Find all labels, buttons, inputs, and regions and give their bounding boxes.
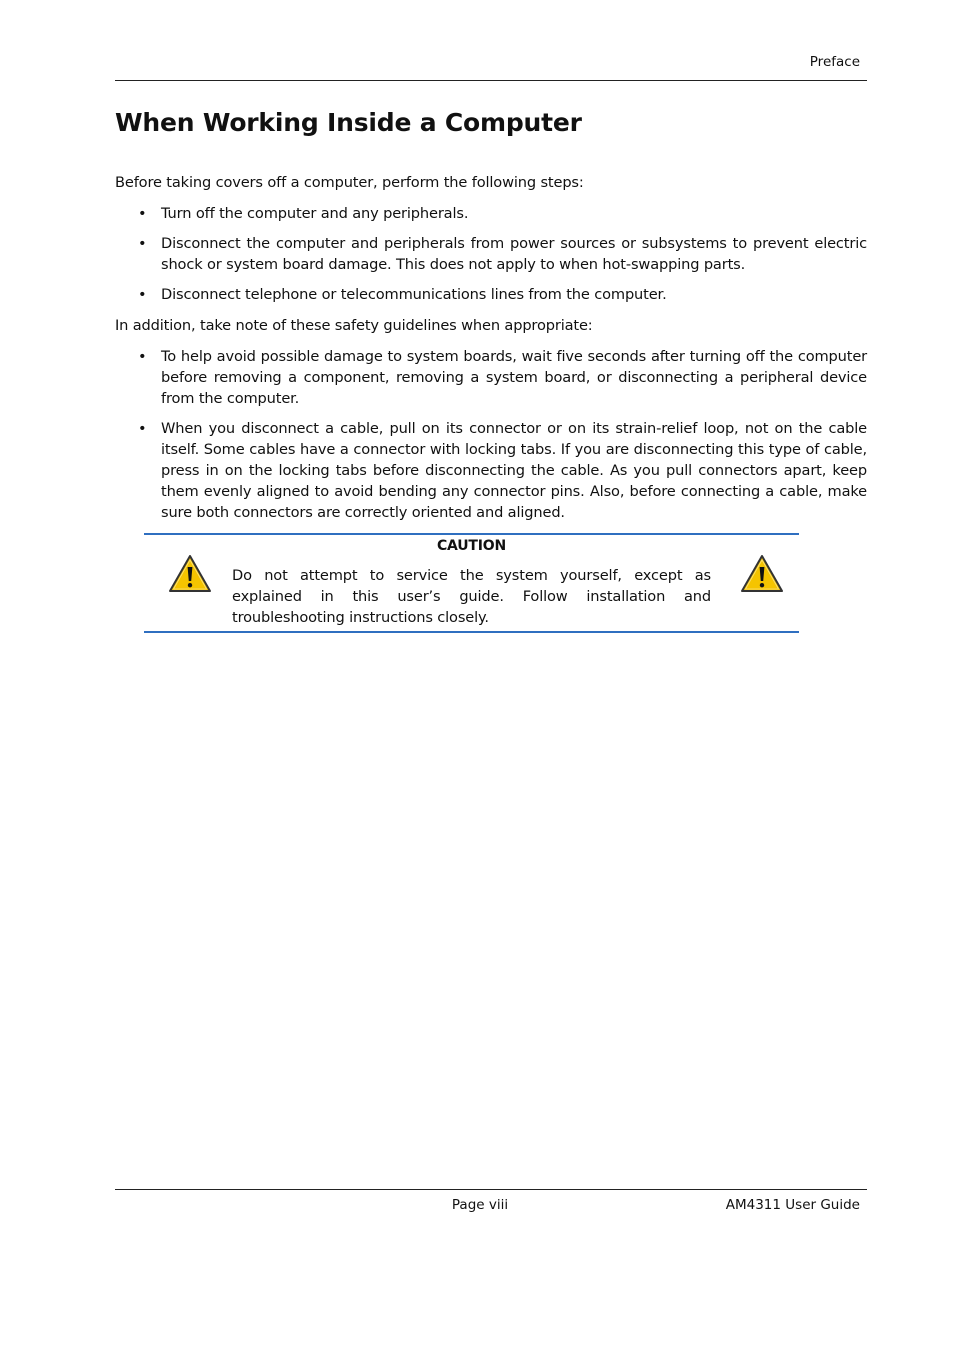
guidelines-intro: In addition, take note of these safety guidelines when appropriate:: [115, 317, 593, 334]
list-item-text: When you disconnect a cable, pull on its connector or on its strain-relief loop, not on the cable itself. Some cables have a connector with locking tabs. If you are disconnecting this type of cable, press in on the locking tabs before disconnecting the cable. As you pull connectors apart, keep them evenly aligned to avoid bending any connector pins. Also, before connecting a cable, make sure both connectors are correctly oriented and aligned.: [161, 420, 867, 521]
page-number: Page viii: [451, 1197, 509, 1213]
caution-box: [144, 533, 799, 633]
list-item: [115, 203, 867, 224]
header-rule: [115, 80, 867, 81]
page-title: When Working Inside a Computer: [115, 108, 582, 137]
bullet-icon: •: [138, 348, 147, 365]
bullet-icon: •: [138, 205, 147, 222]
bullet-icon: •: [138, 420, 147, 437]
body-content: [115, 172, 867, 523]
list-item-text: Turn off the computer and any peripherals.: [161, 205, 469, 222]
footer-rule: [115, 1189, 867, 1190]
guidelines-list: [115, 346, 867, 523]
list-item-text: To help avoid possible damage to system boards, wait five seconds after turning off the computer before removing a component, removing a system board, or disconnecting a peripheral device from the computer.: [161, 348, 867, 407]
steps-list: [115, 203, 867, 305]
list-item: [115, 346, 867, 409]
caution-text: Do not attempt to service the system yourself, except as explained in this user’s guide. Follow installation and troubleshooting instructions closely.: [232, 567, 711, 626]
list-item: [115, 233, 867, 275]
caution-label: CAUTION: [436, 538, 507, 554]
list-item: [115, 418, 867, 523]
bullet-icon: •: [138, 235, 147, 252]
warning-triangle-icon: [740, 554, 784, 594]
warning-triangle-icon: [168, 554, 212, 594]
document-title: AM4311 User Guide: [725, 1197, 860, 1213]
list-item-text: Disconnect telephone or telecommunications lines from the computer.: [161, 286, 667, 303]
steps-intro: Before taking covers off a computer, perform the following steps:: [115, 174, 584, 191]
running-header: Preface: [809, 54, 860, 70]
list-item: [115, 284, 867, 305]
bullet-icon: •: [138, 286, 147, 303]
list-item-text: Disconnect the computer and peripherals from power sources or subsystems to prevent electric shock or system board damage. This does not apply to when hot-swapping parts.: [161, 235, 867, 273]
